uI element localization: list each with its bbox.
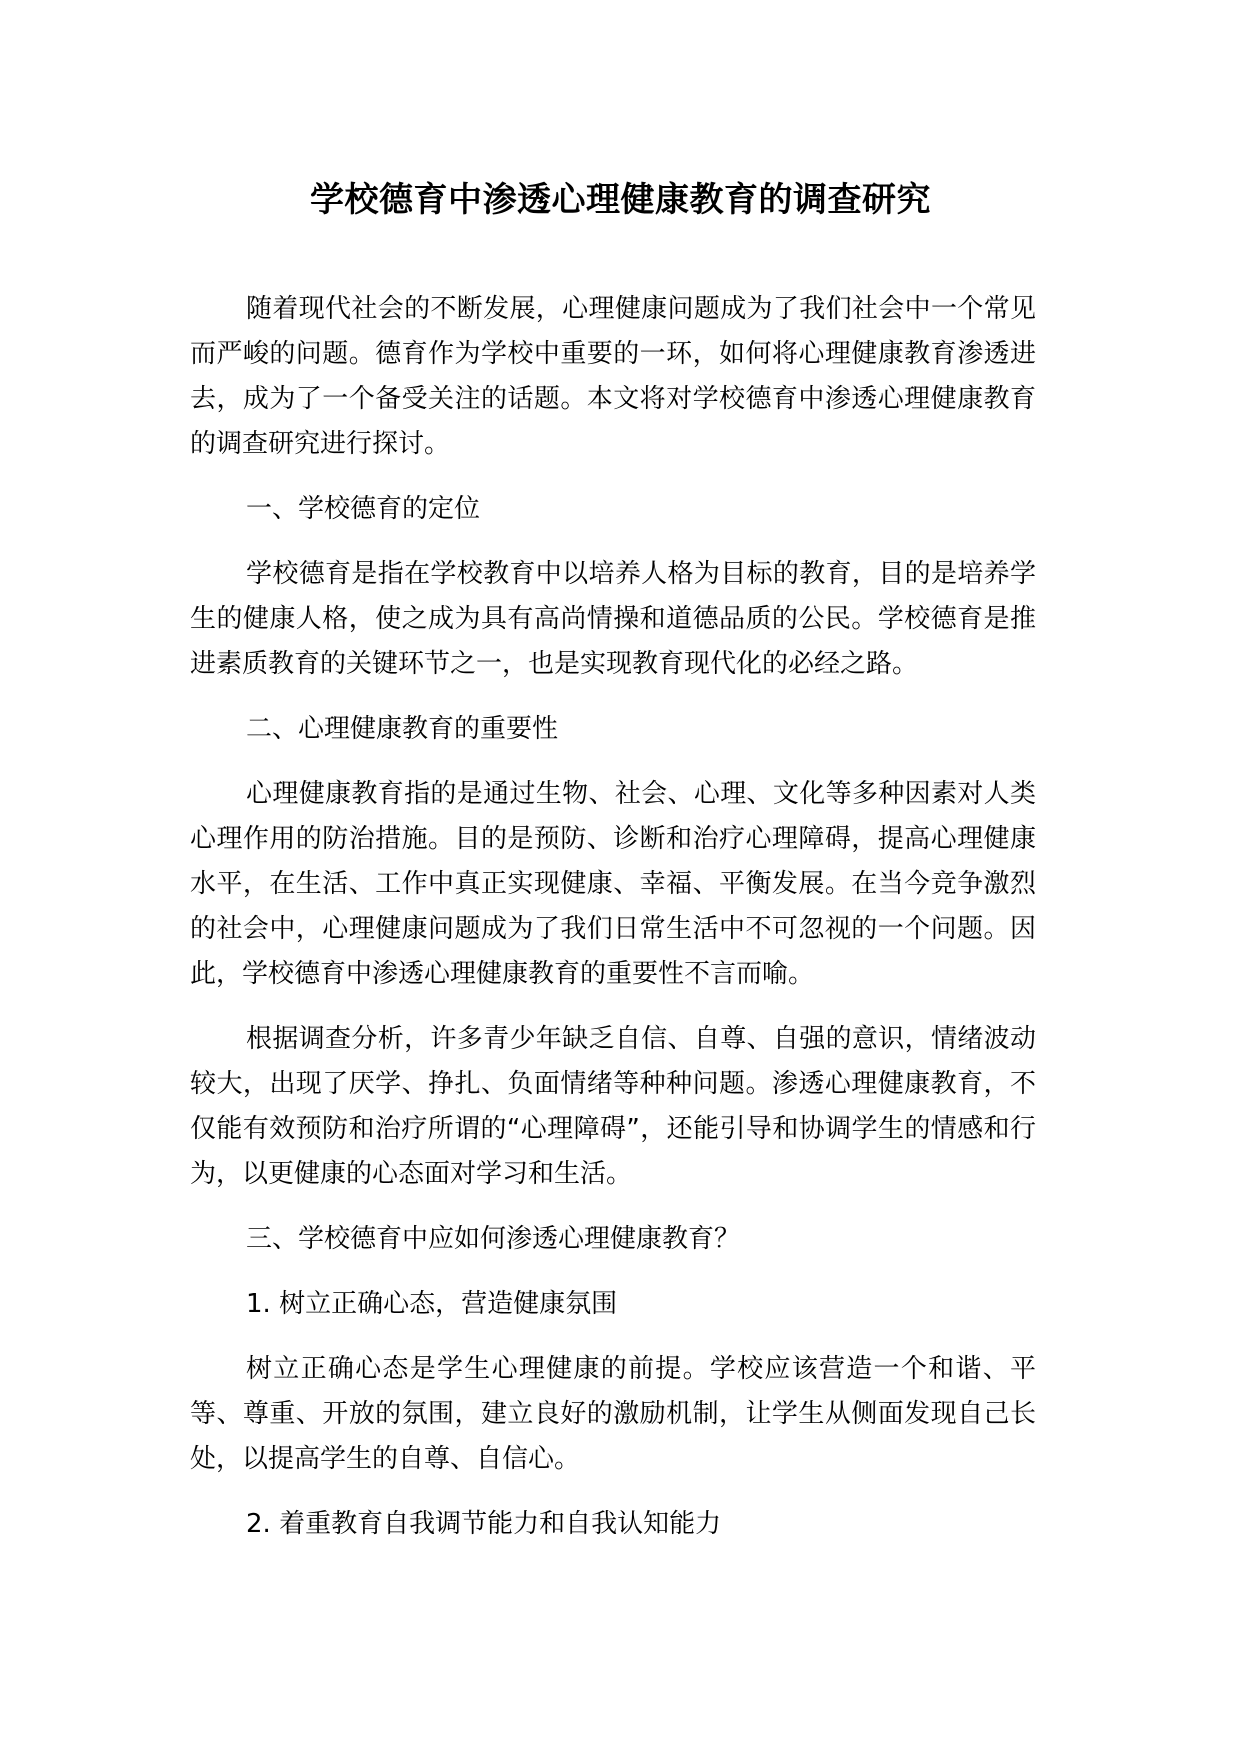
section-heading-3: 三、学校德育中应如何渗透心理健康教育？ bbox=[246, 1224, 741, 1254]
document-title: 学校德育中渗透心理健康教育的调查研究 bbox=[310, 180, 931, 220]
paragraph-intro: 随着现代社会的不断发展，心理健康问题成为了我们社会中一个常见而严峻的问题。德育作为学校中重要的一环，如何将心理健康教育渗透进去，成为了一个备受关注的话题。本文将对学校德育中渗透心理健康教育的调查研究进行探讨。 bbox=[190, 294, 1036, 459]
document-body bbox=[190, 287, 1036, 1567]
paragraph-mental-health: 心理健康教育指的是通过生物、社会、心理、文化等多种因素对人类心理作用的防治措施。目的是预防、诊断和治疗心理障碍，提高心理健康水平，在生活、工作中真正实现健康、幸福、平衡发展。在当今竞争激烈的社会中，心理健康问题成为了我们日常生活中不可忽视的一个问题。因此，学校德育中渗透心理健康教育的重要性不言而喻。 bbox=[190, 779, 1036, 989]
section-heading-2: 二、心理健康教育的重要性 bbox=[246, 714, 559, 744]
subheading-2: 2. 着重教育自我调节能力和自我认知能力 bbox=[246, 1509, 722, 1539]
paragraph-survey-analysis: 根据调查分析，许多青少年缺乏自信、自尊、自强的意识，情绪波动较大，出现了厌学、挣扎、负面情绪等种种问题。渗透心理健康教育，不仅能有效预防和治疗所谓的“心理障碍”，还能引导和协调学生的情感和行为，以更健康的心态面对学习和生活。 bbox=[190, 1024, 1036, 1189]
paragraph-correct-mindset: 树立正确心态是学生心理健康的前提。学校应该营造一个和谐、平等、尊重、开放的氛围，建立良好的激励机制，让学生从侧面发现自己长处，以提高学生的自尊、自信心。 bbox=[190, 1354, 1036, 1474]
paragraph-moral-education: 学校德育是指在学校教育中以培养人格为目标的教育，目的是培养学生的健康人格，使之成为具有高尚情操和道德品质的公民。学校德育是推进素质教育的关键环节之一，也是实现教育现代化的必经之路。 bbox=[190, 559, 1036, 679]
subheading-1: 1. 树立正确心态，营造健康氛围 bbox=[246, 1289, 618, 1319]
section-heading-1: 一、学校德育的定位 bbox=[246, 494, 481, 524]
